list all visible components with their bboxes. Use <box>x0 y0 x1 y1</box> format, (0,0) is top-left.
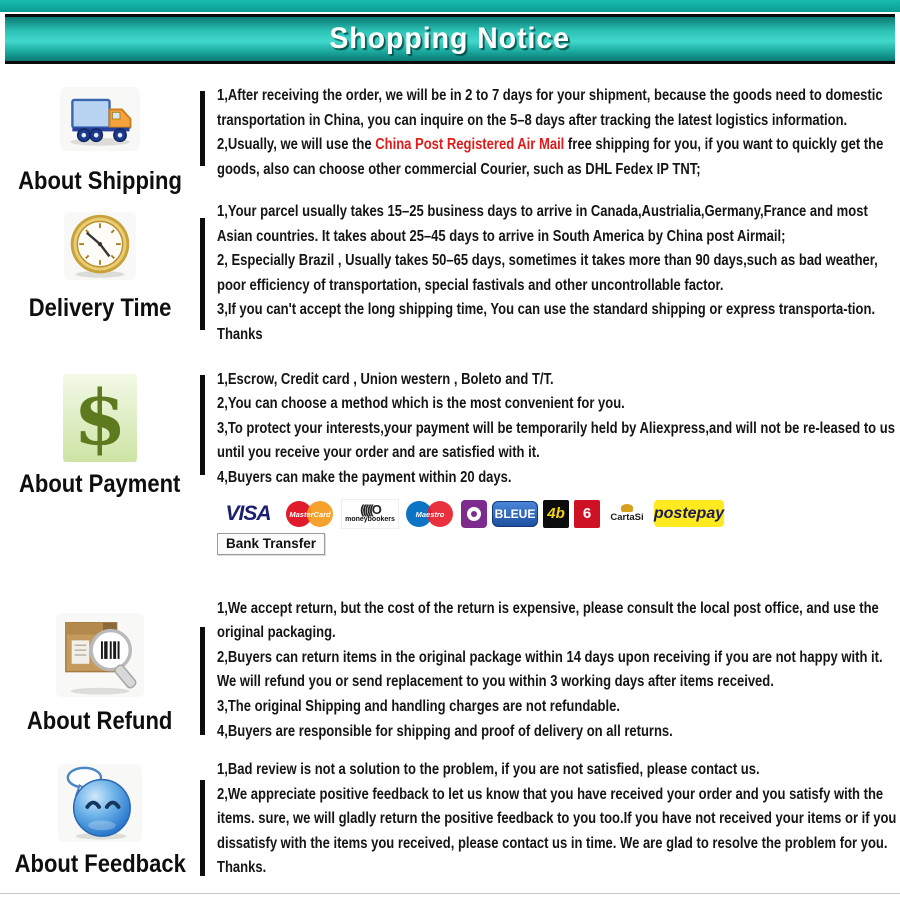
divider-bar <box>200 780 205 876</box>
paragraph: 2,We appreciate positive feedback to let us know that you have received your order and you satisfy with the items. sure, we will gladly return the positive feedback to you too.If you have not received your items or if you dissatisfy with the items you received, please contact us in time. We are glad to resolve the problem for you. Thanks. <box>217 785 897 877</box>
dollar-icon: $ <box>63 374 137 462</box>
postepay-icon: postepay <box>654 500 724 527</box>
shipping-left-col <box>0 84 200 196</box>
paragraph: 4,Buyers can make the payment within 20 days. <box>217 468 512 486</box>
paragraph: 3,The original Shipping and handling charges are not refundable. <box>217 697 620 715</box>
mastercard-icon: MasterCard <box>284 499 336 529</box>
carte-bleue-icon: BLEUE <box>492 501 538 527</box>
divider-bar <box>200 627 205 735</box>
shipping-label: About Shipping <box>18 167 182 195</box>
paragraph: 1,After receiving the order, we will be in 2 to 7 days for your shipment, because the goods need to domestic transportation in China, you can inquire on the 5–8 days after tracking the latest logistics information. <box>217 87 883 129</box>
delivery-label: Delivery Time <box>28 294 172 322</box>
section-shipping <box>0 84 900 196</box>
paragraph: 2, Especially Brazil , Usually takes 50–65 days, sometimes it takes more than 90 days,such as bad weather, poor efficiency of transportation, special fastivals and other uncontrollable factor. <box>217 252 878 294</box>
feedback-left-col <box>0 758 200 881</box>
divider-bar <box>200 91 205 166</box>
refund-text <box>200 597 900 745</box>
feedback-text <box>200 758 900 881</box>
chat-face-icon <box>58 764 142 842</box>
delivery-left-col <box>0 200 200 348</box>
top-accent-strip <box>0 0 900 12</box>
header-bar <box>5 14 895 64</box>
bank-transfer-badge: Bank Transfer <box>217 533 325 555</box>
paragraph: 1,We accept return, but the cost of the return is expensive, please consult the local post office, and use the original packaging. <box>217 599 879 642</box>
cartasi-icon: CartaSi <box>605 499 649 529</box>
maestro-icon: Maestro <box>404 499 456 529</box>
section-payment <box>0 368 900 555</box>
divider-bar <box>200 375 205 475</box>
divider-bar <box>200 218 205 330</box>
clock-icon <box>64 212 136 280</box>
4b-icon: 4b <box>543 500 569 528</box>
paragraph: 3,If you can't accept the long shipping time, You can use the standard shipping or express transporta-tion. Thanks <box>217 301 876 343</box>
moneybookers-icon: (((((O moneybookers <box>341 499 399 529</box>
paragraph: 3,To protect your interests,your payment will be temporarily held by Aliexpress,and will not be re-leased to us until you receive your order and are satisfied with it. <box>217 419 895 462</box>
paragraph: 4,Buyers are responsible for shipping and proof of delivery on all returns. <box>217 722 673 740</box>
purple-wallet-icon <box>461 500 487 528</box>
feedback-label: About Feedback <box>14 850 186 879</box>
payment-text <box>200 368 900 555</box>
bottom-divider <box>0 893 900 894</box>
red-card-icon: 6 <box>574 500 600 528</box>
section-feedback <box>0 758 900 881</box>
page-title: Shopping Notice <box>329 22 571 55</box>
refund-label: About Refund <box>27 706 173 735</box>
visa-icon: VISA <box>217 500 279 528</box>
payment-label: About Payment <box>19 469 181 498</box>
section-refund <box>0 597 900 745</box>
text-run: 2,Usually, we will use the <box>217 136 376 154</box>
paragraph: 2,You can choose a method which is the most convenient for you. <box>217 395 625 413</box>
payment-methods-row <box>217 499 900 529</box>
package-magnifier-icon <box>56 613 144 697</box>
payment-left-col <box>0 368 200 555</box>
paragraph: 1,Escrow, Credit card , Union western , Boleto and T/T. <box>217 370 554 388</box>
text-run: free shipping for you, if you want to quickly get the goods, also can choose other commercial Courier, such as DHL Fedex IP TNT; <box>217 136 884 178</box>
shipping-text <box>200 84 900 196</box>
paragraph: 2,Buyers can return items in the original package within 14 days upon receiving if you are not happy with it. We will refund you or send replacement to you within 3 working days after items received. <box>217 648 883 691</box>
paragraph: 1,Bad review is not a solution to the problem, if you are not satisfied, please contact us. <box>217 761 760 779</box>
paragraph <box>217 133 900 182</box>
truck-icon <box>60 87 140 151</box>
refund-left-col <box>0 597 200 745</box>
delivery-text <box>200 200 900 348</box>
section-delivery <box>0 200 900 348</box>
paragraph: 1,Your parcel usually takes 15–25 business days to arrive in Canada,Austrialia,Germany,France and most Asian countries. It takes about 25–45 days to arrive in South America by China post Airmail; <box>217 203 868 245</box>
china-post-highlight: China Post Registered Air Mail <box>375 136 565 154</box>
